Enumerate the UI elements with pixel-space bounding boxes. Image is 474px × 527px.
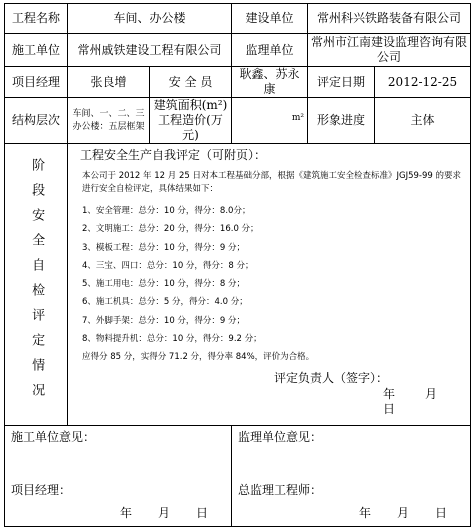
supervisor-value: 常州市江南建设监理咨询有限公司 bbox=[308, 34, 471, 67]
area-cost-label: 建筑面积(m²) 工程造价(万元) bbox=[150, 98, 232, 144]
manager-value: 张良增 bbox=[68, 67, 150, 98]
evaluation-item: 4、三宝、四口：总分：10 分，得分：8 分； bbox=[82, 260, 254, 271]
evaluation-item: 2、文明施工：总分：20 分，得分：16.0 分； bbox=[82, 224, 259, 235]
date-day: 日 bbox=[435, 506, 448, 520]
constructor-manager-label: 项目经理： bbox=[11, 483, 72, 497]
row-units bbox=[5, 34, 471, 67]
evaluation-side-label bbox=[5, 144, 68, 426]
constructor-opinion-title: 施工单位意见： bbox=[11, 430, 96, 444]
eval-date-value: 2012-12-25 bbox=[375, 67, 471, 98]
row-evaluation bbox=[5, 144, 471, 426]
form-table bbox=[4, 3, 471, 527]
constructor-opinion-date bbox=[107, 506, 221, 521]
responsible-signature-label: 评定负责人（签字）： bbox=[274, 371, 389, 385]
date-month: 月 bbox=[158, 506, 171, 520]
evaluation-item: 3、模板工程：总分：10 分，得分：9 分； bbox=[82, 242, 246, 253]
evaluation-summary: 应得分 85 分，实得分 71.2 分，得分率 84%，评价为合格。 bbox=[82, 352, 315, 363]
row-project bbox=[5, 4, 471, 34]
evaluation-item: 8、物料提升机：总分：10 分，得分：9.2 分； bbox=[82, 334, 262, 345]
project-name-value: 车间、办公楼 bbox=[68, 4, 232, 34]
manager-label: 项目经理 bbox=[5, 67, 68, 98]
area-value bbox=[232, 98, 308, 144]
date-year: 年 bbox=[359, 506, 372, 520]
date-year: 年 bbox=[382, 387, 395, 401]
safety-officer-value: 耿鑫、苏永康 bbox=[232, 67, 308, 98]
supervisor-opinion bbox=[232, 426, 471, 527]
row-personnel bbox=[5, 67, 471, 98]
constructor-value: 常州戚铁建设工程有限公司 bbox=[68, 34, 232, 67]
evaluation-date bbox=[368, 387, 470, 417]
evaluation-body bbox=[68, 144, 471, 426]
date-month: 月 bbox=[397, 506, 410, 520]
date-day: 日 bbox=[382, 402, 395, 416]
evaluation-item: 1、安全管理：总分：10 分，得分：8.0分； bbox=[82, 206, 251, 216]
evaluation-item: 5、施工用电：总分：10 分，得分：8 分； bbox=[82, 279, 246, 290]
progress-label: 形象进度 bbox=[308, 98, 375, 144]
builder-value: 常州科兴铁路装备有限公司 bbox=[308, 4, 471, 34]
evaluation-items bbox=[82, 202, 314, 366]
structure-value: 车间、一、二、三 办公楼：五层框架 bbox=[68, 98, 150, 144]
project-name-label: 工程名称 bbox=[5, 4, 68, 34]
supervisor-opinion-title: 监理单位意见： bbox=[238, 430, 323, 444]
builder-label: 建设单位 bbox=[232, 4, 308, 34]
evaluation-title: 工程安全生产自我评定（可附页）： bbox=[80, 148, 267, 162]
evaluation-item: 6、施工机具：总分：5 分，得分：4.0 分； bbox=[82, 297, 248, 308]
supervisor-opinion-date bbox=[346, 506, 460, 521]
date-month: 月 bbox=[424, 387, 437, 401]
evaluation-side-text: 阶段安全自检评定情况 bbox=[29, 157, 45, 408]
row-structure bbox=[5, 98, 471, 144]
supervisor-label: 监理单位 bbox=[232, 34, 308, 67]
structure-label: 结构层次 bbox=[5, 98, 68, 144]
evaluation-item: 7、外脚手架：总分：10 分，得分：9 分； bbox=[82, 315, 246, 326]
progress-value: 主体 bbox=[375, 98, 471, 144]
date-day: 日 bbox=[196, 506, 209, 520]
chief-supervisor-label: 总监理工程师： bbox=[238, 483, 323, 497]
constructor-label: 施工单位 bbox=[5, 34, 68, 67]
date-year: 年 bbox=[120, 506, 133, 520]
eval-date-label: 评定日期 bbox=[308, 67, 375, 98]
row-opinions bbox=[5, 426, 471, 527]
evaluation-intro: 本公司于 2012 年 12 月 25 日对本工程基础分部，根据《建筑施工安全检查标准》JGJ59-99 的要求进行安全自检评定，具体结果如下： bbox=[82, 171, 461, 195]
area-unit: m² bbox=[291, 113, 305, 123]
safety-officer-label: 安 全 员 bbox=[150, 67, 232, 98]
constructor-opinion bbox=[5, 426, 232, 527]
